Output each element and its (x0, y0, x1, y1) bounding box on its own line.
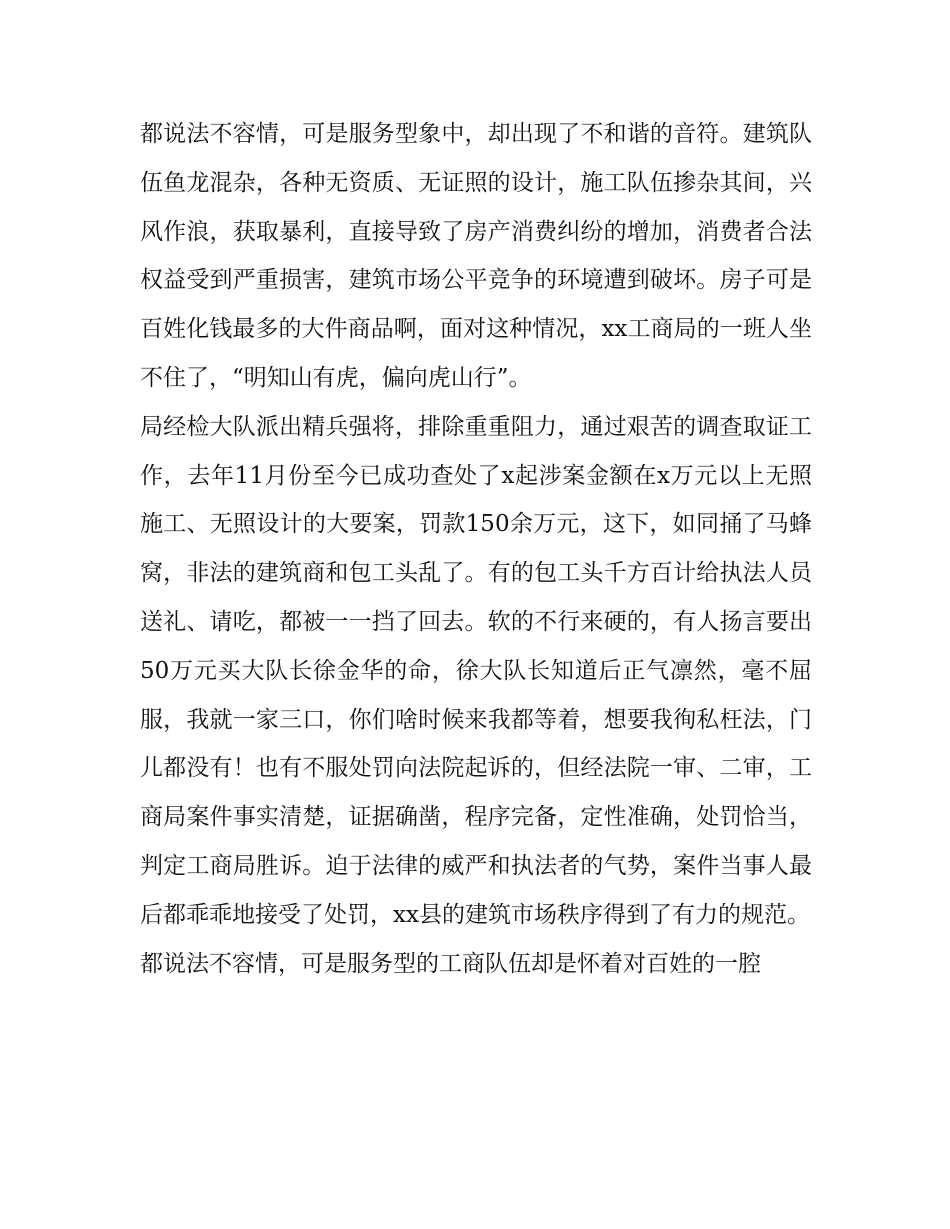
document-page (140, 110, 812, 988)
paragraph-1: 都说法不容情，可是服务型象中，却出现了不和谐的音符。建筑队伍鱼龙混杂，各种无资质、无证照的设计，施工队伍掺杂其间，兴风作浪，获取暴利，直接导致了房产消费纠纷的增加，消费者合法权益受到严重损害，建筑市场公平竞争的环境遭到破坏。房子可是百姓化钱最多的大件商品啊，面对这种情况，xx工商局的一班人坐不住了，“明知山有虎，偏向虎山行”。 (140, 121, 812, 391)
paragraph-2: 局经检大队派出精兵强将，排除重重阻力，通过艰苦的调查取证工作，去年11月份至今已成功查处了x起涉案金额在x万元以上无照施工、无照设计的大要案，罚款150余万元，这下，如同捅了马蜂窝，非法的建筑商和包工头乱了。有的包工头千方百计给执法人员送礼、请吃，都被一一挡了回去。软的不行来硬的，有人扬言要出50万元买大队长徐金华的命，徐大队长知道后正气凛然，毫不屈服，我就一家三口，你们啥时候来我都等着，想要我徇私枉法，门儿都没有！也有不服处罚向法院起诉的，但经法院一审、二审，工商局案件事实清楚，证据确凿，程序完备，定性准确，处罚恰当，判定工商局胜诉。迫于法律的威严和执法者的气势，案件当事人最后都乖乖地接受了处罚，xx县的建筑市场秩序得到了有力的规范。 (140, 413, 812, 928)
paragraph-3: 都说法不容情，可是服务型的工商队伍却是怀着对百姓的一腔 (140, 950, 761, 977)
